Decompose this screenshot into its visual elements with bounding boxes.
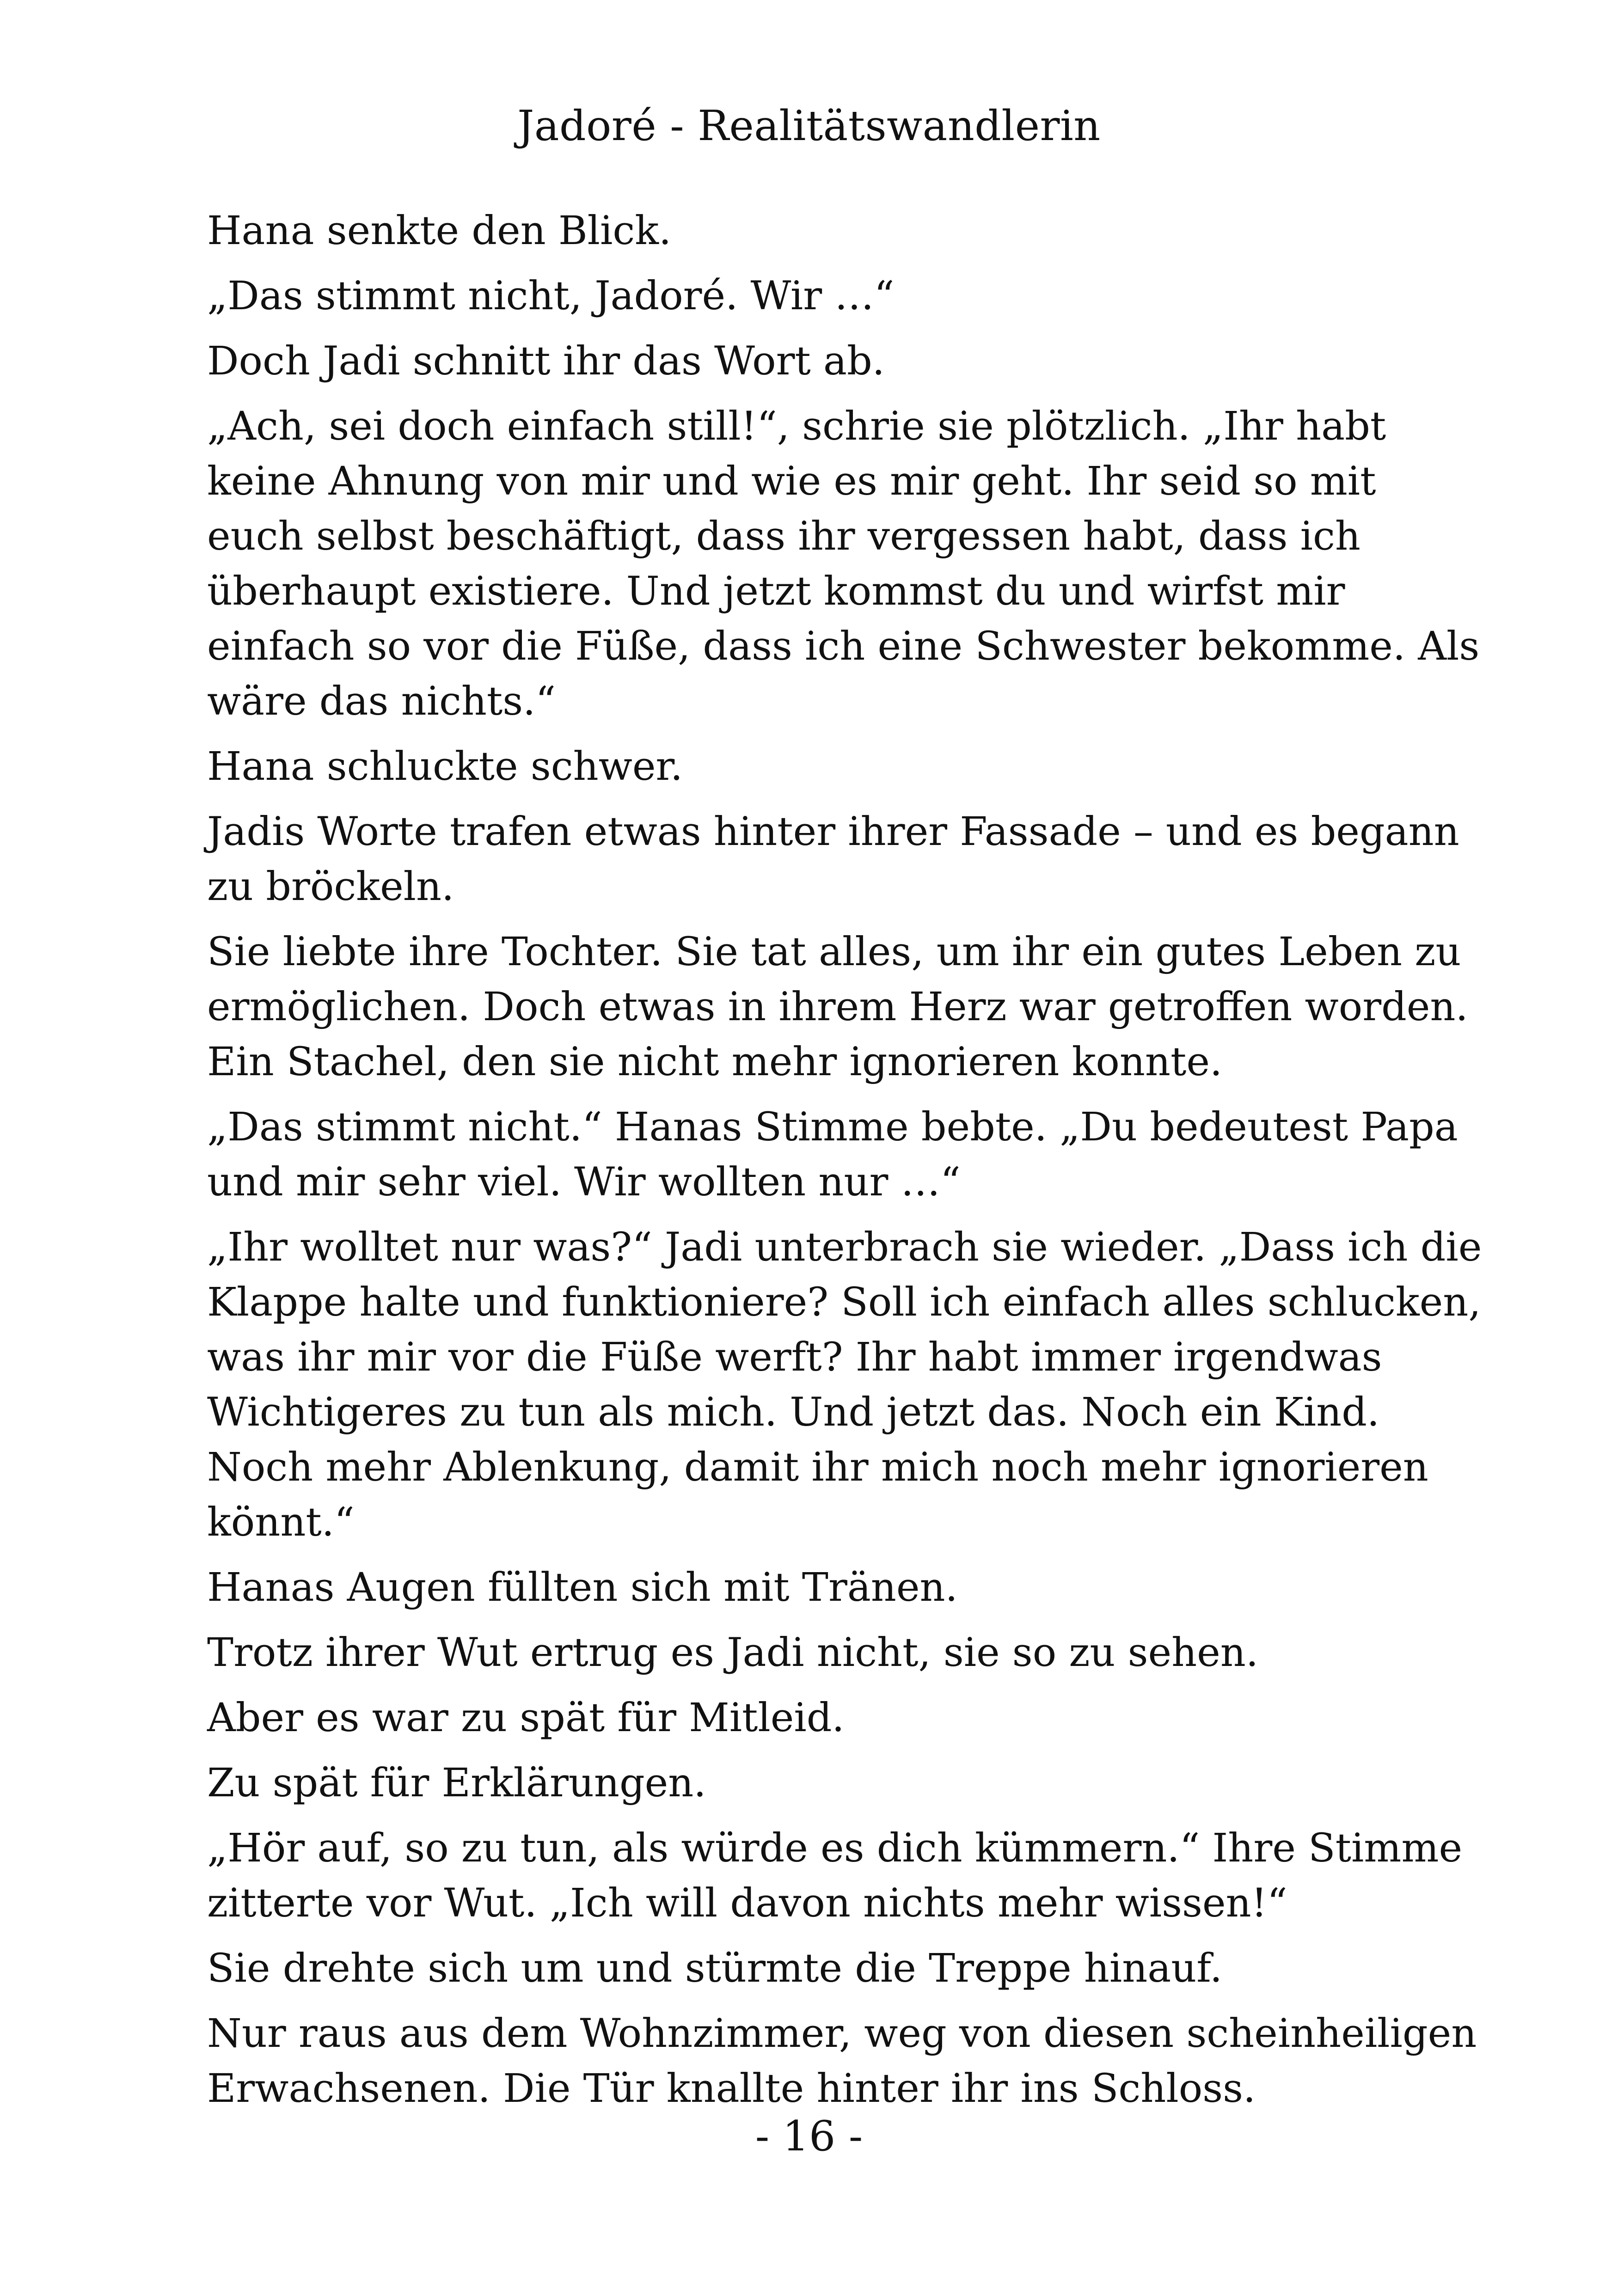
page-number: - 16 - bbox=[755, 2112, 863, 2161]
paragraph: Jadis Worte trafen etwas hinter ihrer Fassade – und es begann zu bröckeln. bbox=[207, 809, 1459, 910]
paragraph: Doch Jadi schnitt ihr das Wort ab. bbox=[207, 338, 885, 384]
paragraph: Sie liebte ihre Tochter. Sie tat alles, um ihr ein gutes Leben zu ermöglichen. Doch etwas in ihrem Herz war getroffen worden. Ein Stachel, den sie nicht mehr ignorieren konnte. bbox=[207, 929, 1468, 1085]
paragraph: Zu spät für Erklärungen. bbox=[207, 1760, 706, 1806]
chapter-text bbox=[207, 203, 1483, 2126]
paragraph: Aber es war zu spät für Mitleid. bbox=[207, 1695, 845, 1741]
paragraph: Hana schluckte schwer. bbox=[207, 744, 683, 790]
paragraph: „Hör auf, so zu tun, als würde es dich kümmern.“ Ihre Stimme zitterte vor Wut. „Ich will davon nichts mehr wissen!“ bbox=[207, 1825, 1463, 1926]
paragraph: Hanas Augen füllten sich mit Tränen. bbox=[207, 1565, 958, 1610]
running-header: Jadoré - Realitätswandlerin bbox=[517, 102, 1101, 150]
paragraph: „Das stimmt nicht, Jadoré. Wir …“ bbox=[207, 273, 895, 319]
paragraph: Sie drehte sich um und stürmte die Treppe hinauf. bbox=[207, 1946, 1223, 1991]
paragraph: „Ihr wolltet nur was?“ Jadi unterbrach sie wieder. „Dass ich die Klappe halte und funktioniere? Soll ich einfach alles schlucken, was ihr mir vor die Füße werft? Ihr habt immer irgendwas Wichtigeres zu tun als mich. Und jetzt das. Noch ein Kind. Noch mehr Ablenkung, damit ihr mich noch mehr ignorieren könnt.“ bbox=[207, 1225, 1482, 1545]
paragraph: Hana senkte den Blick. bbox=[207, 208, 672, 254]
paragraph: Trotz ihrer Wut ertrug es Jadi nicht, sie so zu sehen. bbox=[207, 1630, 1259, 1676]
paragraph: „Das stimmt nicht.“ Hanas Stimme bebte. „Du bedeutest Papa und mir sehr viel. Wir wollten nur …“ bbox=[207, 1104, 1458, 1205]
paragraph: Nur raus aus dem Wohnzimmer, weg von diesen scheinheiligen Erwachsenen. Die Tür knallte hinter ihr ins Schloss. bbox=[207, 2011, 1477, 2112]
paragraph: „Ach, sei doch einfach still!“, schrie sie plötzlich. „Ihr habt keine Ahnung von mir und wie es mir geht. Ihr seid so mit euch selbst beschäftigt, dass ihr vergessen habt, dass ich überhaupt existiere. Und jetzt kommst du und wirfst mir einfach so vor die Füße, dass ich eine Schwester bekomme. Als wäre das nichts.“ bbox=[207, 404, 1480, 724]
